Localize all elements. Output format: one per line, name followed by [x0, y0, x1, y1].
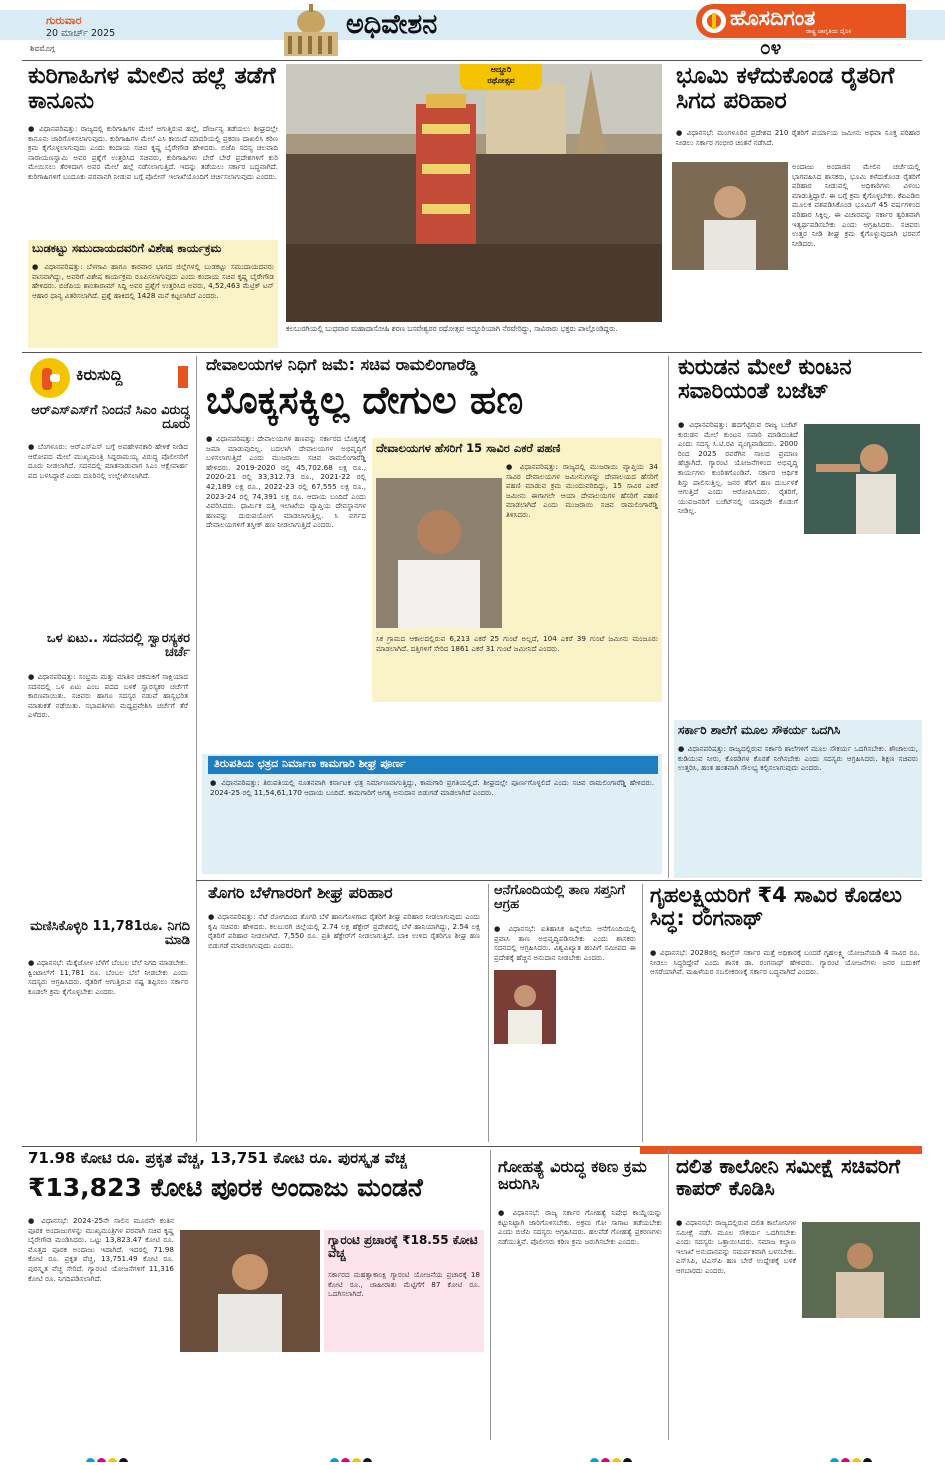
brief-rss-body: ● ಬೆಂಗಳೂರು: ಆರ್‌ಎಸ್‌ಎಸ್‌ ಬಗ್ಗೆ ಅವಹೇಳನಕಾರಿ ಹೇಳಿಕೆ ನೀಡಿದ ಆರೋಪದ ಮೇಲೆ ಮುಖ್ಯಮಂತ್ರಿ ಸಿದ್ದರಾಮಯ್ಯ ವಿರುದ್ಧ ಪೊಲೀಸರಿಗೆ ದೂರು ನೀಡಲಾಗಿದೆ. ಸದನದಲ್ಲಿ ಮಾತನಾಡುವಾಗ ಸಿಎಂ ಆಕ್ಷೇಪಾರ್ಹ ಪದ ಬಳಸಿದ್ದಾರೆ ಎಂದು ದೂರಿನಲ್ಲಿ ಉಲ್ಲೇಖಿಸಲಾಗಿದೆ. — [28, 442, 188, 480]
supplementary-title: ₹13,823 ಕೋಟಿ ಪೂರಕ ಅಂದಾಜು ಮಂಡನೆ — [28, 1174, 423, 1202]
brief-maize — [28, 920, 190, 1142]
registration-dots-right — [590, 1452, 650, 1462]
photo-badge-line2: ರಥೋತ್ಸವ — [487, 76, 515, 85]
story-budget-title: ಕುರುಡನ ಮೇಲೆ ಕುಂಟನ ಸವಾರಿಯಂತೆ ಬಜೆಟ್ — [678, 356, 852, 404]
main-photo — [286, 64, 662, 322]
story-shepherds — [28, 64, 278, 236]
story-tribal-body: ● ವಿಧಾನಪರಿಷತ್ತು: ಬೆಳಗಾವಿ ಹಾಗೂ ಕಾರವಾರ ಭಾಗದ ಜಿಲ್ಲೆಗಳಲ್ಲಿ ಬುಡಕಟ್ಟು ಸಮುದಾಯದವರು ವಾಸವಾಗಿದ್ದು, ಅವರಿಗೆ ವಿಶೇಷ ಕಾರ್ಯಕ್ರಮ ರೂಪಿಸಲಾಗುವುದು ಎಂದು ಕಂದಾಯ ಸಚಿವ ಕೃಷ್ಣ ಬೈರೇಗೌಡ ಹೇಳಿದರು. ಬಿಜೆಪಿಯ ಶಾಂತಾರಾಮ್ ಸಿದ್ದಿ ಅವರ ಪ್ರಶ್ನೆಗೆ ಉತ್ತರಿಸಿದ ಅವರು, 4,52,463 ಮೆಟ್ರಿಕ್ ಟನ್ ಆಹಾರ ಧಾನ್ಯ ವಿತರಿಸಲಾಗಿದೆ. ಪ್ರಶ್ನೆ ಹಾಕಿದಲ್ಲಿ 1428 ಮನೆ ಕಟ್ಟಲಾಗಿದೆ ಎಂದರು. — [32, 262, 274, 300]
photo-badge-line1: ಅದ್ದೂರಿ — [490, 65, 512, 74]
section-title: ಅಧಿವೇಶನ — [346, 10, 438, 40]
registration-dots-mid — [330, 1452, 390, 1462]
guarantee-title: ಗ್ಯಾರಂಟಿ ಪ್ರಚಾರಕ್ಕೆ ₹18.55 ಕೋಟಿ ವೆಚ್ಚ — [328, 1234, 478, 1260]
story-dalit-photo — [802, 1222, 920, 1318]
supplementary-body2 — [180, 1356, 484, 1440]
story-farmers-land — [672, 64, 922, 350]
paper-name: ಹೊಸದಿಗಂತ — [730, 7, 816, 30]
story-budget-body: ● ವಿಧಾನಪರಿಷತ್ತು: ಹದಗೆಟ್ಟಿರುವ ರಾಜ್ಯ ಬಜೆಟ್ ಕುರುಡನ ಮೇಲೆ ಕುಂಟನ ಸವಾರಿ ಮಾಡಿದಂತಿದೆ ಎಂದು ಸದಸ್ಯ ಸಿ.ಟಿ.ರವಿ ವ್ಯಂಗ್ಯವಾಡಿದರು. 2000 ರಿಂದ 2025 ರವರೆಗಿನ ಸಾಲದ ಪ್ರಮಾಣ ಹೆಚ್ಚಾಗಿದೆ. ಗ್ಯಾರಂಟಿ ಯೋಜನೆಗಳಿಂದ ಅಭಿವೃದ್ಧಿ ಕಾರ್ಯಗಳು ಕುಂಠಿತಗೊಂಡಿವೆ. ಸರ್ಕಾರ ಆರ್ಥಿಕ ಶಿಸ್ತು ಪಾಲಿಸುತ್ತಿಲ್ಲ. ಜನರ ತೆರಿಗೆ ಹಣ ದುರ್ಬಳಕೆ ಆಗುತ್ತಿದೆ ಎಂದು ಆರೋಪಿಸಿದರು. ರೈತರಿಗೆ, ಯುವಜನರಿಗೆ ಬಜೆಟ್‌ನಲ್ಲಿ ಯಾವುದೇ ಕೊಡುಗೆ ನೀಡಿಲ್ಲ. — [678, 420, 798, 516]
story-school-body: ● ವಿಧಾನಪರಿಷತ್ತು: ರಾಜ್ಯದಲ್ಲಿರುವ ಸರ್ಕಾರಿ ಶಾಲೆಗಳಿಗೆ ಮೂಲ ಸೌಕರ್ಯ ಒದಗಿಸಬೇಕು. ಶೌಚಾಲಯ, ಕುಡಿಯುವ ನೀರು, ಕೊಠಡಿಗಳ ಕೊರತೆ ನೀಗಿಸಬೇಕು ಎಂದು ಸದಸ್ಯರು ಆಗ್ರಹಿಸಿದರು. ಶಿಕ್ಷಣ ಸಚಿವರು ಉತ್ತರಿಸಿ, ಹಂತ ಹಂತವಾಗಿ ಸೌಲಭ್ಯ ಕಲ್ಪಿಸಲಾಗುವುದು ಎಂದರು. — [678, 744, 918, 773]
lead-story — [202, 356, 662, 752]
brief-rss — [28, 404, 190, 628]
story-tribal — [28, 240, 278, 348]
story-budget-body2 — [804, 540, 920, 716]
story-cow — [496, 1150, 666, 1440]
story-gruhalakshmi-title: ಗೃಹಲಕ್ಷ್ಮಿಯರಿಗೆ ₹4 ಸಾವಿರ ಕೊಡಲು ಸಿದ್ಧ: ರಂಗನಾಥ್ — [650, 884, 902, 930]
brief-rss-title: ಆರ್‌ಎಸ್‌ಎಸ್‌ಗೆ ನಿಂದನೆ ಸಿಎಂ ವಿರುದ್ಧ ದೂರು — [31, 404, 190, 433]
lead-title: ಬೊಕ್ಕಸಕ್ಕಿಲ್ಲ ದೇಗುಲ ಹಣ — [206, 380, 524, 422]
story-toor — [202, 884, 484, 1142]
brief-ola-body: ● ವಿಧಾನಪರಿಷತ್ತು: ಸಂಭ್ರಮ ಮತ್ತು ಮಾತಿನ ಚಕಮಕಿಗೆ ಸಾಕ್ಷಿಯಾದ ಸದನದಲ್ಲಿ ಒಳ ಏಟು ಎಂಬ ಪದದ ಬಳಕೆ ಸ್ವಾರಸ್ಯಕರ ಚರ್ಚೆಗೆ ಕಾರಣವಾಯಿತು. ಸಚಿವರು ಹಾಗೂ ಸದಸ್ಯರ ನಡುವೆ ಹಾಸ್ಯಭರಿತ ಮಾತುಕತೆ ನಡೆಯಿತು. ಸಭಾಪತಿಗಳು ಮಧ್ಯಪ್ರವೇಶಿಸಿ ಚರ್ಚೆಗೆ ತೆರೆ ಎಳೆದರು. — [28, 672, 188, 720]
story-dalit-colony — [674, 1156, 922, 1440]
story-gruhalakshmi-body: ● ವಿಧಾನಸಭೆ: 2028ರಲ್ಲಿ ಕಾಂಗ್ರೆಸ್ ಸರ್ಕಾರ ಮತ್ತೆ ಅಧಿಕಾರಕ್ಕೆ ಬಂದರೆ ಗೃಹಲಕ್ಷ್ಮಿ ಯೋಜನೆಯಡಿ 4 ಸಾವಿರ ರೂ. ನೀಡಲು ಸಿದ್ಧರಿದ್ದೇವೆ ಎಂದು ಶಾಸಕ ಡಾ. ರಂಗನಾಥ್ ಹೇಳಿದರು. ಗ್ಯಾರಂಟಿ ಯೋಜನೆಗಳು ಜನರ ಬದುಕಿಗೆ ಆಸರೆಯಾಗಿವೆ. ಮಹಿಳೆಯರ ಸಬಲೀಕರಣಕ್ಕೆ ಸರ್ಕಾರ ಬದ್ಧವಾಗಿದೆ ಎಂದರು. — [650, 948, 920, 977]
story-anegondi — [492, 884, 638, 1142]
tirupati-body: ● ವಿಧಾನಪರಿಷತ್ತು: ತಿರುಪತಿಯಲ್ಲಿ ನೂತನವಾಗಿ ಕರ್ನಾಟಕ ಛತ್ರ ನಿರ್ಮಾಣವಾಗುತ್ತಿದ್ದು, ಕಾಮಗಾರಿ ಪ್ರಗತಿಯಲ್ಲಿದೆ. ಶೀಘ್ರದಲ್ಲೇ ಪೂರ್ಣಗೊಳ್ಳಲಿದೆ ಎಂದು ಸಚಿವ ರಾಮಲಿಂಗಾರೆಡ್ಡಿ ಹೇಳಿದರು. 2024-25 ರಲ್ಲಿ 11,54,61,170 ಆದಾಯ ಬಂದಿದೆ. ಕಾಮಗಾರಿಗೆ ಅಗತ್ಯ ಅನುದಾನ ಬಿಡುಗಡೆ ಮಾಡಲಾಗಿದೆ ಎಂದರು. — [210, 778, 654, 797]
masthead-day: ಗುರುವಾರ — [46, 14, 82, 27]
logo-emblem-icon — [702, 9, 726, 33]
assembly-building-icon — [276, 2, 346, 58]
tirupati-box — [202, 754, 662, 874]
story-anegondi-title: ಆನೆಗೊಂದಿಯಲ್ಲಿ ತಾಣ ಸಪ್ತನಿಗೆ ಆಗ್ರಹ — [494, 884, 625, 913]
main-photo-caption: ಕಲಬುರಗಿಯಲ್ಲಿ ಬುಧವಾರ ಮಹಾದಾಸೋಹಿ ಶರಣ ಬಸವೇಶ್ವರರ ರಥೋತ್ಸವ ಅದ್ದೂರಿಯಾಗಿ ನೆರವೇರಿದ್ದು, ಸಾವಿರಾರು ಭಕ್ತರು ಪಾಲ್ಗೊಂಡಿದ್ದರು. — [286, 324, 618, 333]
lead-box-title: ದೇವಾಲಯಗಳ ಹೆಸರಿಗೆ 15 ಸಾವಿರ ಎಕರೆ ಪಹಣಿ — [376, 442, 561, 455]
lead-kicker: ದೇವಾಲಯಗಳ ನಿಧಿಗೆ ಜಮೆ: ಸಚಿವ ರಾಮಲಿಂಗಾರೆಡ್ಡಿ — [206, 356, 478, 374]
supplementary-kicker: 71.98 ಕೋಟಿ ರೂ. ಪ್ರಕೃತ ವೆಚ್ಚ, 13,751 ಕೋಟಿ ರೂ. ಪುರಸ್ಕೃತ ವೆಚ್ಚ — [28, 1150, 407, 1167]
page-number: ೦೪ — [760, 38, 782, 58]
tirupati-title-bar — [208, 756, 658, 774]
story-cow-body: ● ವಿಧಾನಸಭೆ: ರಾಜ್ಯ ಸರ್ಕಾರ ಗೋಹತ್ಯೆ ನಿಷೇಧ ಕಾಯ್ದೆಯನ್ನು ಕಟ್ಟುನಿಟ್ಟಾಗಿ ಜಾರಿಗೊಳಿಸಬೇಕು. ಅಕ್ರಮ ಗೋ ಸಾಗಾಟ ತಡೆಯಬೇಕು ಎಂದು ಬಿಜೆಪಿ ಸದಸ್ಯರು ಆಗ್ರಹಿಸಿದರು. ಹಲವೆಡೆ ಗೋಹತ್ಯೆ ಪ್ರಕರಣಗಳು ನಡೆಯುತ್ತಿವೆ. ಪೊಲೀಸರು ಕಠಿಣ ಕ್ರಮ ಜರುಗಿಸಬೇಕು ಎಂದರು. — [498, 1208, 662, 1246]
kirusuddi-header — [28, 356, 188, 400]
kirusuddi-label: ಕಿರುಸುದ್ದಿ — [76, 366, 123, 384]
story-toor-title: ತೊಗರಿ ಬೆಳೆಗಾರರಿಗೆ ಶೀಘ್ರ ಪರಿಹಾರ — [208, 884, 393, 902]
registration-dots-far — [830, 1452, 890, 1462]
story-anegondi-body: ● ವಿಧಾನಸಭೆ: ಐತಿಹಾಸಿಕ ಹಿನ್ನೆಲೆಯ ಆನೆಗೊಂದಿಯಲ್ಲಿ ಪ್ರವಾಸಿ ತಾಣ ಅಭಿವೃದ್ಧಿಪಡಿಸಬೇಕು ಎಂದು ಶಾಸಕರು ಸದನದಲ್ಲಿ ಆಗ್ರಹಿಸಿದರು. ವಿಶ್ವವಿಖ್ಯಾತ ಹಂಪಿಗೆ ಸಮೀಪದ ಈ ಪ್ರದೇಶಕ್ಕೆ ಹೆಚ್ಚಿನ ಅನುದಾನ ನೀಡಬೇಕು ಎಂದರು. — [494, 924, 636, 962]
story-budget-photo — [804, 424, 920, 534]
story-budget — [674, 356, 922, 718]
photo-badge — [460, 64, 542, 90]
lead-box-body: ● ವಿಧಾನಪರಿಷತ್ತು: ರಾಜ್ಯದಲ್ಲಿ ಮುಜರಾಯಿ ವ್ಯಾಪ್ತಿಯ 34 ಸಾವಿರ ದೇವಾಲಯಗಳ ಜಮೀನುಗಳನ್ನು ದೇವಾಲಯದ ಹೆಸರಿಗೆ ಪಹಣಿ ಮಾಡುವ ಕ್ರಮ ಮುಂದುವರಿದಿದ್ದು, 15 ಸಾವಿರ ಎಕರೆ ಜಮೀನು ಈಗಾಗಲೇ ಆಯಾ ದೇವಾಲಯಗಳ ಹೆಸರಿಗೆ ಪಹಣಿ ಮಾಡಲಾಗಿದೆ ಎಂದು ಮುಜರಾಯಿ ಸಚಿವ ರಾಮಲಿಂಗಾರೆಡ್ಡಿ ತಿಳಿಸಿದರು. — [506, 462, 658, 519]
orange-rule — [640, 1146, 922, 1154]
brief-maize-title: ಮಣಿಸಿಕೊಳ್ಳಿರಿ 11,781ರೂ. ನಿಗದಿ ಮಾಡಿ — [30, 920, 190, 949]
story-shepherds-body: ● ವಿಧಾನಪರಿಷತ್ತು: ರಾಜ್ಯದಲ್ಲಿ ಕುರಿಗಾಹಿಗಳ ಮೇಲೆ ಆಗುತ್ತಿರುವ ಹಲ್ಲೆ, ದೌರ್ಜನ್ಯ ತಡೆಯಲು ಶೀಘ್ರದಲ್ಲೇ ಕಾನೂನು ಜಾರಿಗೊಳಿಸಲಾಗುವುದು. ಕುರಿಗಾಹಿಗಳ ಮೇಲೆ ಎಸಿ ಕಾಯಿದೆ ಮಾದರಿಯಲ್ಲಿ ಪ್ರಕರಣ ದಾಖಲಿಸಿ ಕಠಿಣ ಕ್ರಮ ಕೈಗೊಳ್ಳಲಾಗುವುದು ಎಂದು ಕಂದಾಯ ಸಚಿವ ಕೃಷ್ಣ ಬೈರೇಗೌಡ ಹೇಳಿದರು. ಬಿಜೆಪಿ ಸದಸ್ಯ ಚಲವಾದಿ ನಾರಾಯಣಸ್ವಾಮಿ ಅವರ ಪ್ರಶ್ನೆಗೆ ಉತ್ತರಿಸಿದ ಸಚಿವರು, ಕುರಿಗಾಹಿಗಳು ಬೇರೆ ಬೇರೆ ಪ್ರದೇಶಗಳಿಗೆ ಕುರಿ ಮೇಯಿಸಲು ತೆರಳಿದಾಗ ಅವರ ಮೇಲೆ ಹಲ್ಲೆ ನಡೆಸಲಾಗುತ್ತಿದೆ. ಇದನ್ನು ತಡೆಯಲು ಸರ್ಕಾರ ಬದ್ಧವಾಗಿದೆ. ಕುರಿಗಾಹಿಗಳಿಗೆ ಬಂದೂಕು ಪರವಾನಗಿ ನೀಡುವ ಬಗ್ಗೆ ಪೊಲೀಸ್ ಇಲಾಖೆಯೊಂದಿಗೆ ಚರ್ಚಿಸಲಾಗುವುದು ಎಂದರು. — [28, 124, 278, 181]
supplementary-photo — [180, 1230, 320, 1352]
lead-box-caption: ಸಿಕ ಗ್ರಾಮದ ಆಕಾಲದಲ್ಲಿರುವ 6,213 ಎಕರೆ 25 ಗುಂಟೆ ಅಲ್ಲದೆ, 104 ಎಕರೆ 39 ಗುಂಟೆ ಜಮೀನು ಮಂಜೂರು ಮಾಡಲಾಗಿದೆ. ದತ್ತಿಗಳಿಗೆ ಸೇರಿದ 1861 ಎಕರೆ 31 ಗುಂಟೆ ಜಮೀನಿದೆ ಎಂದರು. — [376, 634, 658, 653]
lead-box — [372, 438, 662, 702]
story-supplementary — [28, 1150, 484, 1440]
story-farmers-photo — [672, 162, 788, 270]
masthead-date: 20 ಮಾರ್ಚ್ 2025 — [46, 28, 116, 39]
paper-tagline: ರಾಷ್ಟ್ರ ಜಾಗೃತಿಯ ದೈನಿಕ — [806, 28, 852, 35]
supplementary-body: ● ವಿಧಾನಸಭೆ: 2024-25ನೇ ಸಾಲಿನ ಮೂರನೇ ಕಂತಿನ ಪೂರಕ ಅಂದಾಜುಗಳನ್ನು ಮುಖ್ಯಮಂತ್ರಿಗಳ ಪರವಾಗಿ ಸಚಿವ ಕೃಷ್ಣ ಬೈರೇಗೌಡ ಮಂಡಿಸಿದರು. ಒಟ್ಟು 13,823.47 ಕೋಟಿ ರೂ. ಮೊತ್ತದ ಪೂರಕ ಅಂದಾಜು ಇದಾಗಿದೆ. ಇದರಲ್ಲಿ 71.98 ಕೋಟಿ ರೂ. ಪ್ರಕೃತ ವೆಚ್ಚ, 13,751.49 ಕೋಟಿ ರೂ. ಪುರಸ್ಕೃತ ವೆಚ್ಚ ಸೇರಿದೆ. ಗ್ಯಾರಂಟಿ ಯೋಜನೆಗಳಿಗೆ 11,316 ಕೋಟಿ ರೂ. ನಿಗದಿಪಡಿಸಲಾಗಿದೆ. — [28, 1216, 174, 1283]
story-dalit-body: ● ವಿಧಾನಸಭೆ: ರಾಜ್ಯದಲ್ಲಿರುವ ದಲಿತ ಕಾಲೋನಿಗಳ ಸಮೀಕ್ಷೆ ನಡೆಸಿ ಮೂಲ ಸೌಕರ್ಯ ಒದಗಿಸಬೇಕು ಎಂದು ಸದಸ್ಯರು ಒತ್ತಾಯಿಸಿದರು. ಸಮಾಜ ಕಲ್ಯಾಣ ಇಲಾಖೆ ಅನುದಾನವನ್ನು ಸಮರ್ಪಕವಾಗಿ ಬಳಸಬೇಕು. ಎಸ್‌ಸಿಪಿ, ಟಿಎಸ್‌ಪಿ ಹಣ ಬೇರೆ ಉದ್ದೇಶಕ್ಕೆ ಬಳಕೆ ಆಗಬಾರದು ಎಂದರು. — [676, 1218, 796, 1275]
guarantee-body: ಸರ್ಕಾರದ ಮಹತ್ವಾಕಾಂಕ್ಷಿ ಗ್ಯಾರಂಟಿ ಯೋಜನೆಯ ಪ್ರಚಾರಕ್ಕೆ 18 ಕೋಟಿ ರೂ., ಜಾಹೀರಾತು ಮೆಟ್ಟಿಗೆಗೆ 87 ಕೋಟಿ ರೂ. ಒದಗಿಸಲಾಗಿದೆ. — [328, 1270, 480, 1299]
story-cow-title: ಗೋಹತ್ಯೆ ವಿರುದ್ಧ ಕಠಿಣ ಕ್ರಮ ಜರುಗಿಸಿ — [498, 1158, 647, 1194]
story-toor-body: ● ವಿಧಾನಪರಿಷತ್ತು: ನೆಟೆ ರೋಗದಿಂದ ತೊಗರಿ ಬೆಳೆ ಹಾನಿಗೊಳಗಾದ ರೈತರಿಗೆ ಶೀಘ್ರ ಪರಿಹಾರ ನೀಡಲಾಗುವುದು ಎಂದು ಕೃಷಿ ಸಚಿವರು ಹೇಳಿದರು. ಕಲಬುರಗಿ ಜಿಲ್ಲೆಯಲ್ಲಿ 2.74 ಲಕ್ಷ ಹೆಕ್ಟೇರ್ ಪ್ರದೇಶದಲ್ಲಿ ಬೆಳೆ ಹಾನಿಯಾಗಿದ್ದು, 2.54 ಲಕ್ಷ ರೈತರಿಗೆ ಪರಿಹಾರ ನೀಡಲಾಗಿದೆ. 7,550 ರೂ. ಪ್ರತಿ ಹೆಕ್ಟೇರ್‌ಗೆ ನೀಡಲಾಗುತ್ತಿದೆ. ಬಾಕಿ ಉಳಿದ ರೈತರಿಗೂ ಶೀಘ್ರ ಹಣ ಬಿಡುಗಡೆ ಮಾಡಲಾಗುವುದು ಎಂದರು. — [208, 912, 480, 950]
story-farmers-lead: ● ವಿಧಾನಸಭೆ: ಮಂಗಳೂರಿನ ಪ್ರದೇಶದ 210 ರೈತರಿಗೆ ಪರ್ಯಾಯ ಜಮೀನು ಅಥವಾ ಸೂಕ್ತ ಪರಿಹಾರ ನೀಡಲು ಸರ್ಕಾರ ಗಂಭೀರ ಚಿಂತನೆ ನಡೆಸಿದೆ. — [676, 128, 920, 147]
paper-logo — [696, 4, 906, 38]
story-dalit-title: ದಲಿತ ಕಾಲೋನಿ ಸಮೀಕ್ಷೆ ಸಚಿವರಿಗೆ ಕಾಪರ್ ಕೊಡಿಸಿ — [676, 1156, 901, 1200]
story-shepherds-title: ಕುರಿಗಾಹಿಗಳ ಮೇಲಿನ ಹಲ್ಲೆ ತಡೆಗೆ ಕಾನೂನು — [28, 64, 276, 114]
tirupati-title: ತಿರುಪತಿಯ ಛತ್ರದ ನಿರ್ಮಾಣ ಕಾಮಗಾರಿ ಶೀಘ್ರ ಪೂರ್ಣ — [214, 758, 406, 770]
story-school-title: ಸರ್ಕಾರಿ ಶಾಲೆಗೆ ಮೂಲ ಸೌಕರ್ಯ ಒದಗಿಸಿ — [678, 724, 841, 737]
masthead — [0, 0, 945, 58]
story-school — [674, 720, 922, 878]
story-tribal-title: ಬುಡಕಟ್ಟು ಸಮುದಾಯದವರಿಗೆ ವಿಶೇಷ ಕಾರ್ಯಕ್ರಮ — [32, 242, 222, 255]
lead-box-photo — [376, 478, 502, 628]
registration-dots-left — [86, 1452, 146, 1462]
brief-ola-title: ಒಳ ಏಟು.. ಸದನದಲ್ಲಿ ಸ್ವಾರಸ್ಯಕರ ಚರ್ಚೆ — [46, 632, 190, 661]
brief-ola-etu — [28, 632, 190, 916]
story-gruhalakshmi — [646, 884, 922, 1142]
story-farmers-title: ಭೂಮಿ ಕಳೆದುಕೊಂಡ ರೈತರಿಗೆ ಸಿಗದ ಪರಿಹಾರ — [676, 64, 895, 114]
guarantee-box — [324, 1230, 484, 1352]
kirusuddi-icon — [30, 358, 70, 398]
lead-body: ● ವಿಧಾನಪರಿಷತ್ತು: ದೇವಾಲಯಗಳ ಹಣವನ್ನು ಸರ್ಕಾರದ ಬೊಕ್ಕಸಕ್ಕೆ ಜಮಾ ಮಾಡುವುದಿಲ್ಲ. ಬದಲಾಗಿ ದೇವಾಲಯಗಳ ಅಭಿವೃದ್ಧಿಗೆ ಬಳಸಲಾಗುತ್ತಿದೆ ಎಂದು ಮುಜರಾಯಿ ಸಚಿವ ರಾಮಲಿಂಗಾರೆಡ್ಡಿ ಹೇಳಿದರು. 2019-2020 ರಲ್ಲಿ 45,702.68 ಲಕ್ಷ ರೂ., 2020-21 ರಲ್ಲಿ 33,312.73 ರೂ., 2021-22 ರಲ್ಲಿ 42,189 ಲಕ್ಷ ರೂ., 2022-23 ರಲ್ಲಿ 67,555 ಲಕ್ಷ ರೂ., 2023-24 ರಲ್ಲಿ 74,391 ಲಕ್ಷ ರೂ. ಆದಾಯ ಬಂದಿದೆ ಎಂದು ವಿವರಿಸಿದರು. ಧಾರ್ಮಿಕ ದತ್ತಿ ಇಲಾಖೆಯ ವ್ಯಾಪ್ತಿಯ ದೇವಸ್ಥಾನಗಳ ಹಣವನ್ನು ದುರುಪಯೋಗ ಮಾಡಲಾಗುತ್ತಿಲ್ಲ. ಸಿ ವರ್ಗದ ದೇವಾಲಯಗಳಿಗೆ ತಸ್ತೀಕ್ ಹಣ ನೀಡಲಾಗುತ್ತಿದೆ ಎಂದರು. — [206, 434, 366, 530]
brief-maize-body: ● ವಿಧಾನಸಭೆ: ಮೆಕ್ಕೆಜೋಳ ಬೆಳೆಗೆ ಬೆಂಬಲ ಬೆಲೆ ನಿಗದಿ ಮಾಡಬೇಕು. ಕ್ವಿಂಟಾಲ್‌ಗೆ 11,781 ರೂ. ಬೆಂಬಲ ಬೆಲೆ ನೀಡಬೇಕು ಎಂದು ಸದಸ್ಯರು ಆಗ್ರಹಿಸಿದರು. ರೈತರಿಗೆ ಆಗುತ್ತಿರುವ ನಷ್ಟ ತಪ್ಪಿಸಲು ಸರ್ಕಾರ ಕೂಡಲೇ ಕ್ರಮ ಕೈಗೊಳ್ಳಬೇಕು ಎಂದರು. — [28, 958, 188, 996]
story-farmers-body: ಅಂದಾಜು ಅಂದಾಜಿನ ಮೇಲಿನ ಚರ್ಚೆಯಲ್ಲಿ ಭಾಗವಹಿಸಿದ ಶಾಸಕರು, ಭೂಮಿ ಕಳೆದುಕೊಂಡ ರೈತರಿಗೆ ಪರಿಹಾರ ನೀಡುವಲ್ಲಿ ಅಧಿಕಾರಿಗಳು ವಿಳಂಬ ಮಾಡುತ್ತಿದ್ದಾರೆ. ಈ ಬಗ್ಗೆ ಕ್ರಮ ಕೈಗೊಳ್ಳಬೇಕು. ಕೆಐಎಡಿಬಿ ಮೂಲಕ ವಶಪಡಿಸಿಕೊಂಡ ಭೂಮಿಗೆ 45 ವರ್ಷಗಳಿಂದ ಪರಿಹಾರ ಸಿಕ್ಕಿಲ್ಲ. ಈ ವಿಚಾರವನ್ನು ಸರ್ಕಾರ ತ್ವರಿತವಾಗಿ ಇತ್ಯರ್ಥಪಡಿಸಬೇಕು ಎಂದು ಆಗ್ರಹಿಸಿದರು. ಸಚಿವರು ಉತ್ತರ ನೀಡಿ ಶೀಘ್ರ ಕ್ರಮ ಕೈಗೊಳ್ಳುವುದಾಗಿ ಭರವಸೆ ನೀಡಿದರು. — [792, 162, 920, 248]
masthead-city: ಶಿವಮೊಗ್ಗ — [30, 44, 55, 53]
kirusuddi-arrow — [178, 366, 188, 388]
